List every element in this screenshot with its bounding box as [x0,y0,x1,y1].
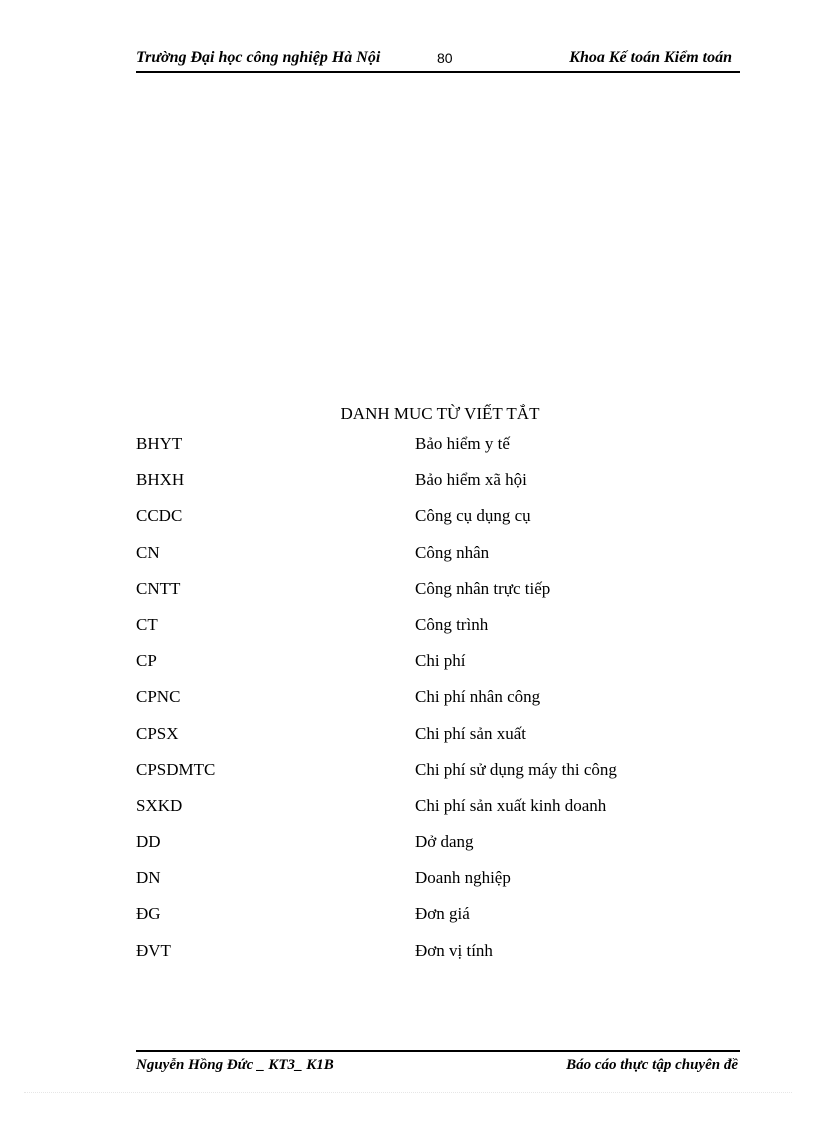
page-header [136,47,740,73]
abbreviation: CCDC [136,506,183,526]
list-item [136,543,736,579]
header-faculty: Khoa Kế toán Kiểm toán [569,49,732,66]
list-item [136,941,736,977]
abbreviation: DD [136,832,161,852]
abbreviation-meaning: Công nhân trực tiếp [415,578,551,598]
abbreviation: ĐG [136,904,161,924]
list-item [136,579,736,615]
abbreviation: CN [136,542,160,562]
abbreviation-meaning: Chi phí sản xuất kinh doanh [415,795,607,815]
abbreviation: BHXH [136,470,185,490]
list-item [136,868,736,904]
list-item [136,760,736,796]
abbreviation: CT [136,614,158,634]
abbreviation-meaning: Chi phí nhân công [415,687,541,707]
abbreviation: ĐVT [136,940,171,960]
page-footer [136,1050,740,1078]
list-item [136,470,736,506]
footer-report: Báo cáo thực tập chuyên đề [566,1057,738,1073]
list-item [136,687,736,723]
abbreviation: DN [136,868,161,888]
abbreviation: SXKD [136,795,183,815]
footer-author: Nguyễn Hồng Đức _ KT3_ K1B [136,1057,334,1073]
bottom-divider [24,1092,792,1093]
header-school: Trường Đại học công nghiệp Hà Nội [136,49,381,66]
abbreviation-meaning: Chi phí sản xuất [415,723,526,743]
list-item [136,651,736,687]
list-item [136,615,736,651]
abbreviation-meaning: Đơn vị tính [415,940,493,960]
page-number: 80 [437,50,453,66]
abbreviation: CPNC [136,687,181,707]
abbreviation-meaning: Dở dang [415,832,474,852]
abbreviation-meaning: Chi phí [415,651,466,671]
abbreviation: BHYT [136,434,183,453]
abbreviation-meaning: Công trình [415,614,489,634]
abbreviation-meaning: Bảo hiểm y tế [415,434,510,453]
abbreviation-meaning: Bảo hiểm xã hội [415,470,527,490]
abbreviation-meaning: Chi phí sử dụng máy thi công [415,759,617,779]
list-item [136,904,736,940]
list-item [136,724,736,760]
abbreviation-list [136,434,736,977]
list-item [136,796,736,832]
abbreviation-meaning: Công cụ dụng cụ [415,506,531,526]
abbreviation-meaning: Đơn giá [415,904,470,924]
abbreviation-meaning: Doanh nghiệp [415,868,511,888]
list-title: DANH MUC TỪ VIẾT TẮT [340,404,540,423]
abbreviation: CP [136,651,157,671]
list-item [136,506,736,542]
abbreviation: CPSX [136,723,179,743]
abbreviation: CPSDMTC [136,759,216,779]
abbreviation-meaning: Công nhân [415,542,490,562]
list-item [136,832,736,868]
list-item [136,434,736,470]
abbreviation: CNTT [136,578,181,598]
